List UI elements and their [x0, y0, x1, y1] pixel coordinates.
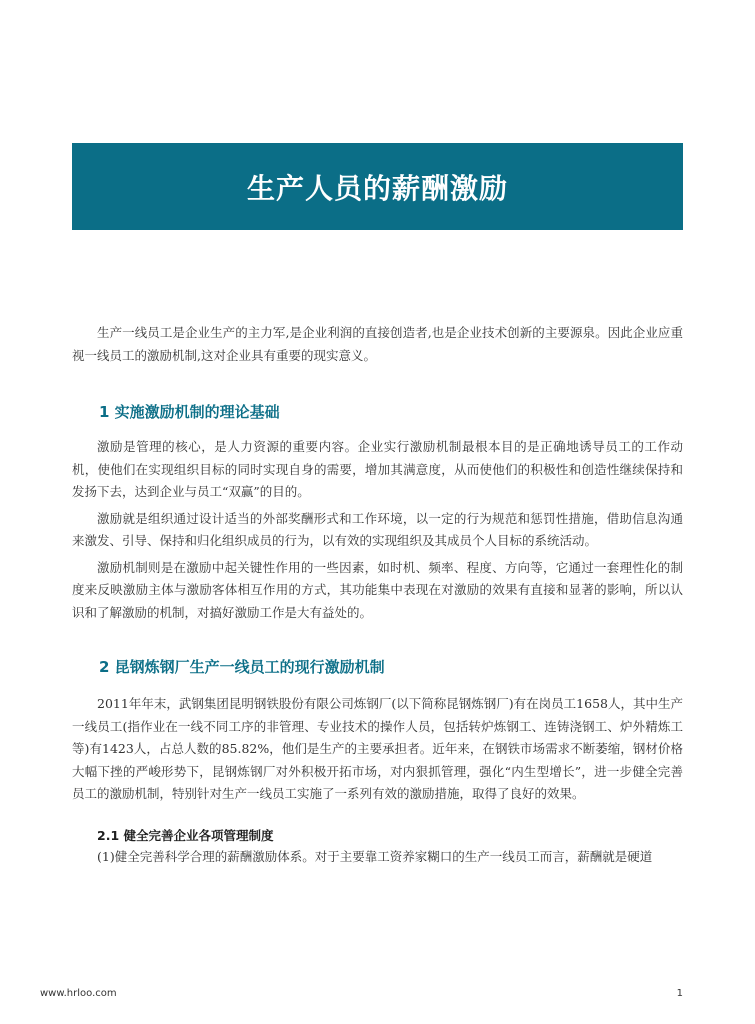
- intro-paragraph: 生产一线员工是企业生产的主力军,是企业利润的直接创造者,也是企业技术创新的主要源泉。因此企业应重视一线员工的激励机制,这对企业具有重要的现实意义。: [72, 325, 683, 363]
- subsection-2-1-paragraph: (1)健全完善科学合理的薪酬激励体系。对于主要靠工资养家糊口的生产一线员工而言，薪酬就是硬道: [97, 848, 653, 864]
- section-1-paragraph-3: 激励机制则是在激励中起关键性作用的一些因素，如时机、频率、程度、方向等，它通过一套理性化的制度来反映激励主体与激励客体相互作用的方式，其功能集中表现在对激励的效果有直接和显著的影响，所以认识和了解激励的机制，对搞好激励工作是大有益处的。: [72, 559, 683, 620]
- section-1-paragraph-1: 激励是管理的核心，是人力资源的重要内容。企业实行激励机制最根本目的是正确地诱导员工的工作动机，使他们在实现组织目标的同时实现自身的需要，增加其满意度，从而使他们的积极性和创造性继续保持和发扬下去，达到企业与员工“双赢”的目的。: [72, 439, 683, 499]
- document-body: [72, 322, 683, 868]
- section-2-heading: 2 昆钢炼钢厂生产一线员工的现行激励机制: [99, 658, 385, 676]
- page-title: 生产人员的薪酬激励: [246, 171, 508, 205]
- section-2-paragraph-1: 2011年年末，武钢集团昆明钢铁股份有限公司炼钢厂(以下简称昆钢炼钢厂)有在岗员工1658人，其中生产一线员工(指作业在一线不同工序的非管理、专业技术的操作人员，包括转炉炼钢工、连铸浇钢工、炉外精炼工等)有1423人，占总人数的85.82%，他们是生产的主要承担者。近年来，在钢铁市场需求不断萎缩，钢材价格大幅下挫的严峻形势下，昆钢炼钢厂对外积极开拓市场，对内狠抓管理，强化“内生型增长”，进一步健全完善员工的激励机制，特别针对生产一线员工实施了一系列有效的激励措施，取得了良好的效果。: [72, 696, 683, 801]
- section-1-paragraph-2: 激励就是组织通过设计适当的外部奖酬形式和工作环境，以一定的行为规范和惩罚性措施，借助信息沟通来激发、引导、保持和归化组织成员的行为，以有效的实现组织及其成员个人目标的系统活动。: [72, 510, 683, 548]
- section-1-heading: 1 实施激励机制的理论基础: [99, 403, 280, 421]
- subsection-2-1-heading: 2.1 健全完善企业各项管理制度: [97, 827, 274, 843]
- title-banner: [72, 143, 683, 230]
- footer-website: www.hrloo.com: [40, 988, 117, 999]
- page-number: 1: [676, 988, 683, 999]
